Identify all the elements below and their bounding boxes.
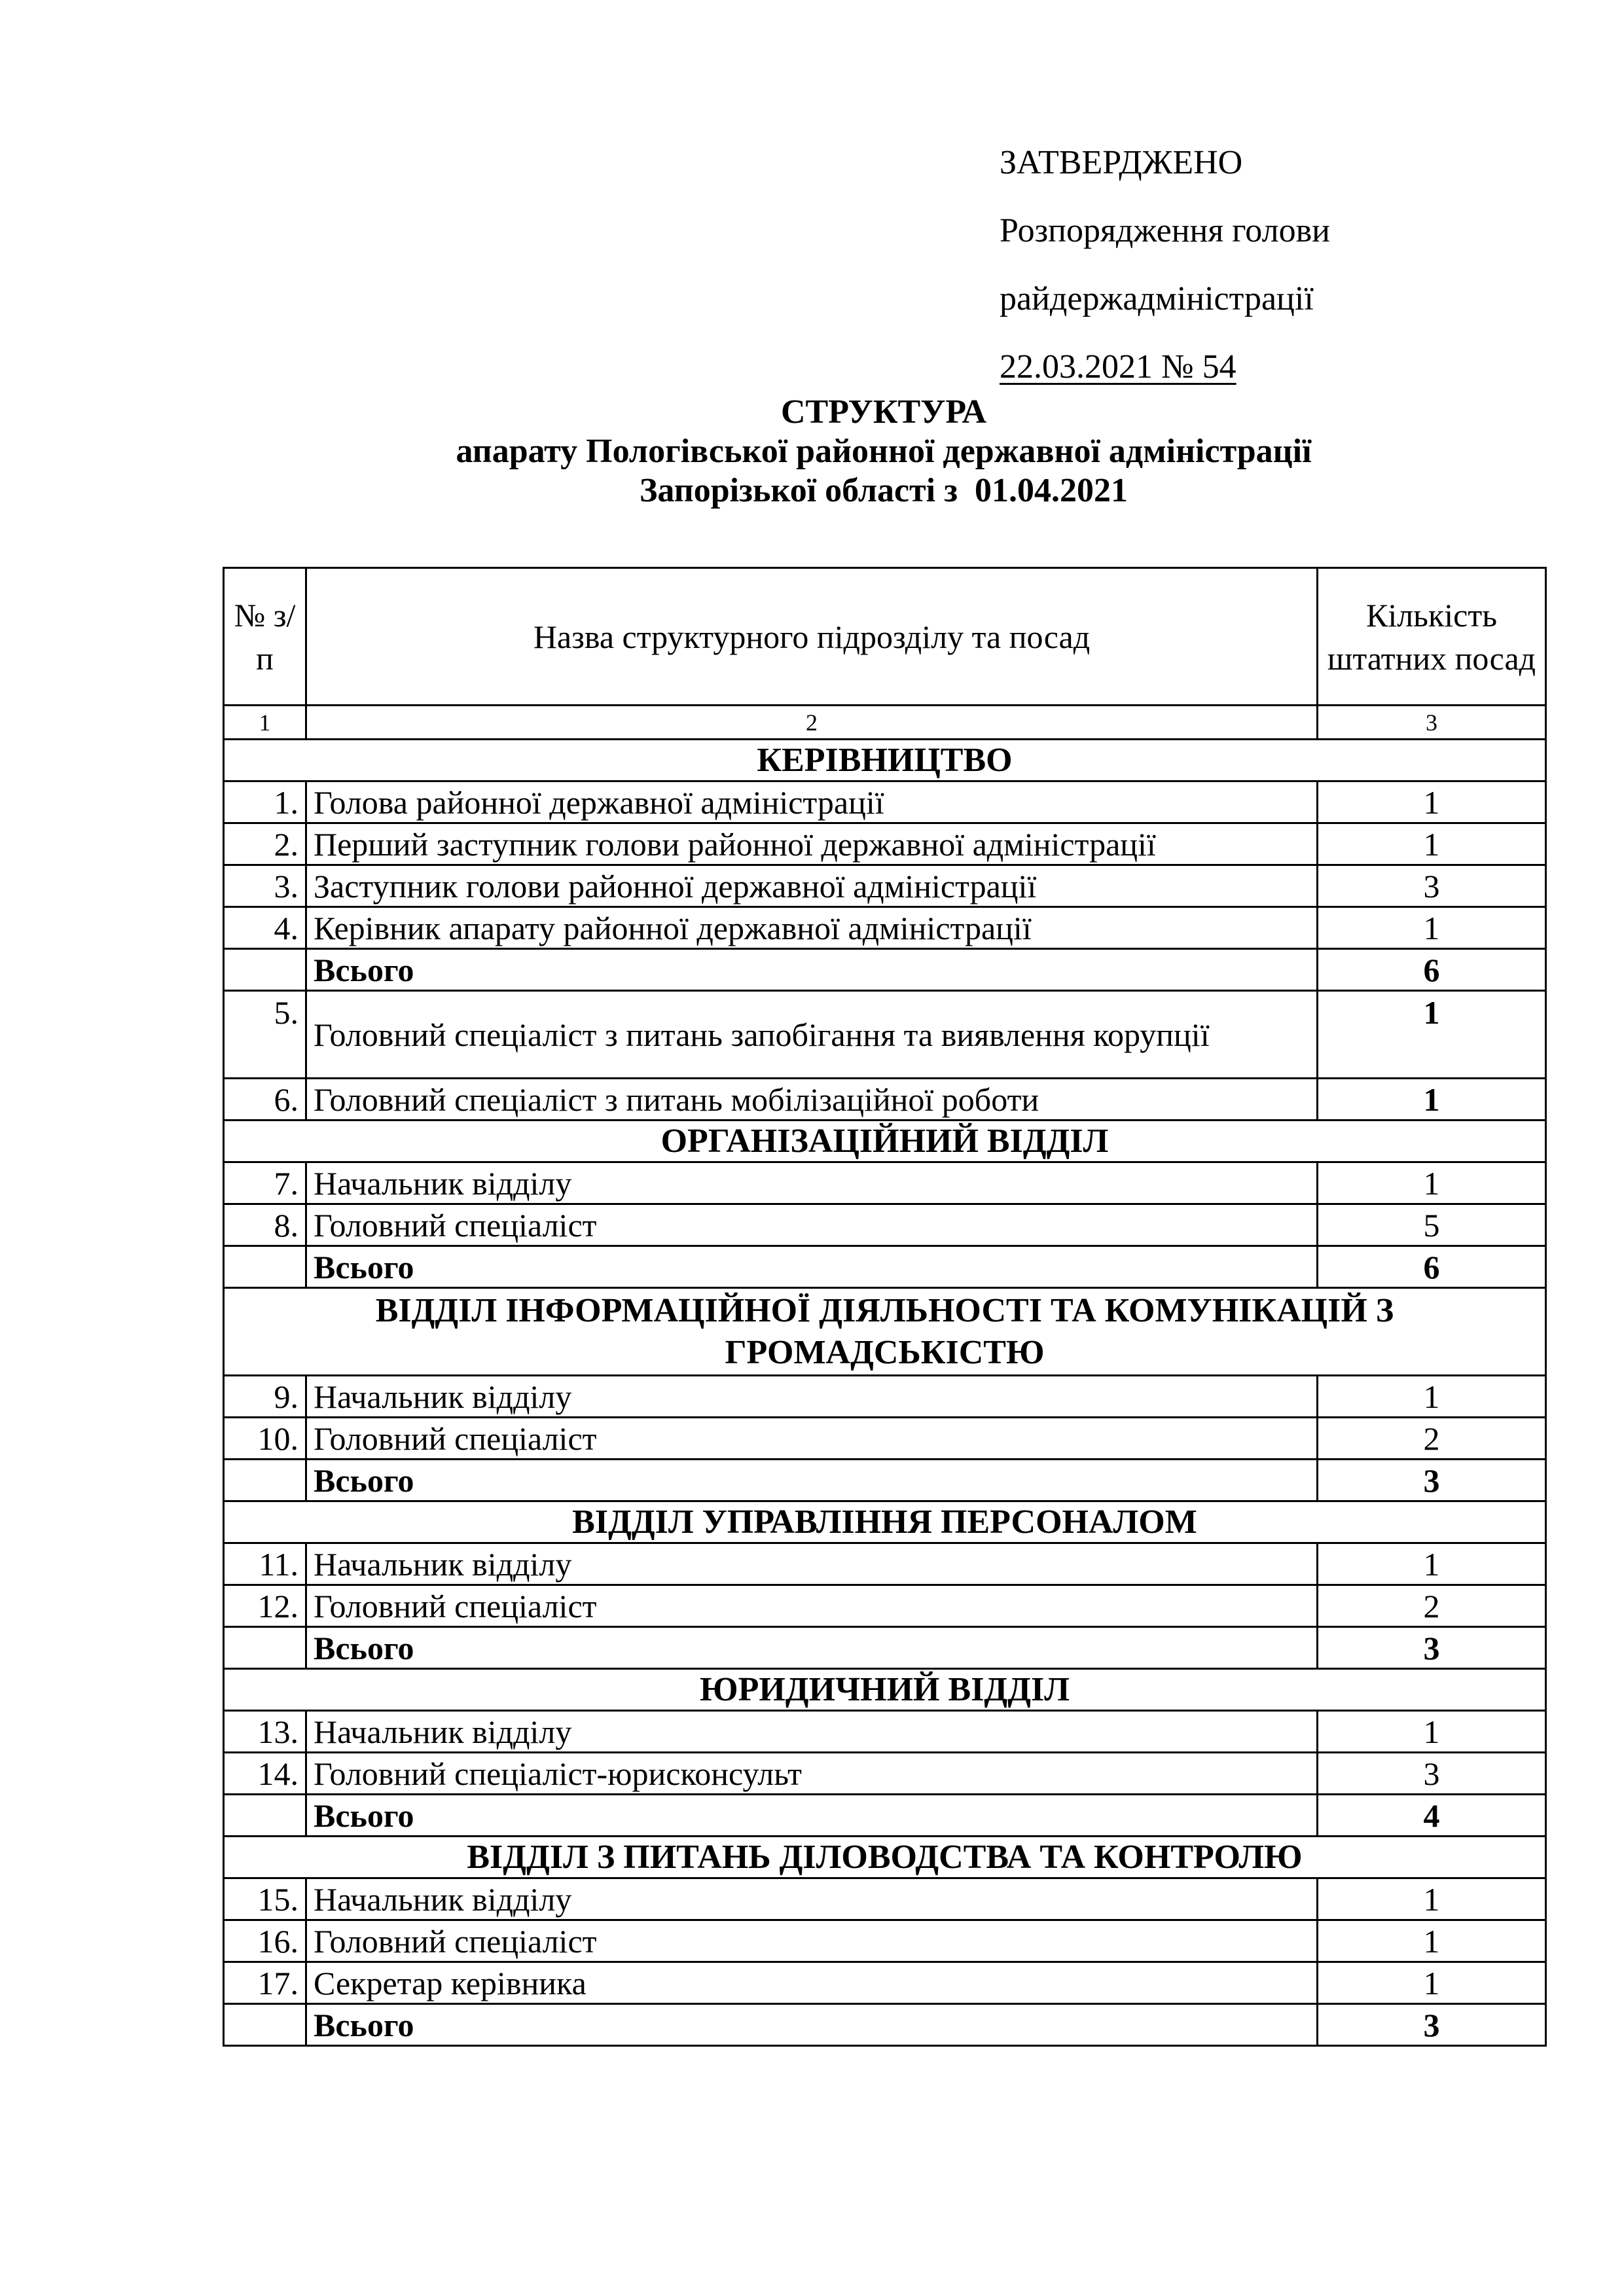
row-count: 1 xyxy=(1318,1376,1546,1418)
approval-line-1: Розпорядження голови xyxy=(1000,212,1330,249)
section-header-row xyxy=(224,1501,1546,1543)
header-number: № з/п xyxy=(224,568,306,706)
total-row xyxy=(224,2004,1546,2046)
structure-table xyxy=(223,567,1547,2047)
heading-subtitle: апарату Пологівської районної державної адміністрації xyxy=(456,433,1312,470)
row-number: 5. xyxy=(224,991,306,1079)
total-label: Всього xyxy=(306,1627,1318,1669)
row-number: 16. xyxy=(224,1920,306,1962)
section-header-row xyxy=(224,1669,1546,1711)
column-index-row xyxy=(224,706,1546,740)
table-row xyxy=(224,991,1546,1079)
row-number: 13. xyxy=(224,1711,306,1753)
section-title: ВІДДІЛ ІНФОРМАЦІЙНОЇ ДІЯЛЬНОСТІ ТА КОМУНІКАЦІЙ З ГРОМАДСЬКІСТЮ xyxy=(224,1288,1546,1376)
row-number: 17. xyxy=(224,1962,306,2004)
row-count: 1 xyxy=(1318,991,1546,1079)
section-title: ЮРИДИЧНИЙ ВІДДІЛ xyxy=(224,1669,1546,1711)
row-number: 4. xyxy=(224,907,306,949)
row-position-name: Головний спеціаліст xyxy=(306,1204,1318,1246)
row-count: 1 xyxy=(1318,907,1546,949)
row-count: 3 xyxy=(1318,1753,1546,1795)
row-count: 1 xyxy=(1318,823,1546,865)
row-count: 1 xyxy=(1318,1920,1546,1962)
total-count: 6 xyxy=(1318,1246,1546,1288)
row-number: 10. xyxy=(224,1418,306,1460)
row-count: 1 xyxy=(1318,1711,1546,1753)
row-number: 7. xyxy=(224,1162,306,1204)
total-row xyxy=(224,949,1546,991)
table-row xyxy=(224,1920,1546,1962)
row-count: 1 xyxy=(1318,1162,1546,1204)
table-row xyxy=(224,1543,1546,1585)
row-count: 2 xyxy=(1318,1418,1546,1460)
row-number: 1. xyxy=(224,781,306,823)
row-position-name: Головний спеціаліст з питань запобігання та виявлення корупції xyxy=(306,991,1318,1079)
section-header-row xyxy=(224,1288,1546,1376)
column-index-1: 1 xyxy=(224,706,306,740)
approval-date-number: 22.03.2021 № 54 xyxy=(1000,348,1236,386)
row-position-name: Головний спеціаліст з питань мобілізаційної роботи xyxy=(306,1079,1318,1121)
header-count: Кількість штатних посад xyxy=(1318,568,1546,706)
row-position-name: Голова районної державної адміністрації xyxy=(306,781,1318,823)
table-row xyxy=(224,1962,1546,2004)
row-count: 1 xyxy=(1318,1878,1546,1920)
row-count: 3 xyxy=(1318,865,1546,907)
row-position-name: Керівник апарату районної державної адміністрації xyxy=(306,907,1318,949)
row-number: 6. xyxy=(224,1079,306,1121)
row-number: 11. xyxy=(224,1543,306,1585)
row-position-name: Начальник відділу xyxy=(306,1543,1318,1585)
header-name: Назва структурного підрозділу та посад xyxy=(306,568,1318,706)
row-number: 12. xyxy=(224,1585,306,1627)
total-row xyxy=(224,1460,1546,1501)
section-title: ОРГАНІЗАЦІЙНИЙ ВІДДІЛ xyxy=(224,1121,1546,1162)
row-count: 1 xyxy=(1318,1962,1546,2004)
row-position-name: Перший заступник голови районної державної адміністрації xyxy=(306,823,1318,865)
row-number: 14. xyxy=(224,1753,306,1795)
total-row xyxy=(224,1246,1546,1288)
total-count: 3 xyxy=(1318,1627,1546,1669)
table-row xyxy=(224,1204,1546,1246)
row-count: 2 xyxy=(1318,1585,1546,1627)
row-number: 15. xyxy=(224,1878,306,1920)
row-position-name: Головний спеціаліст xyxy=(306,1418,1318,1460)
column-index-3: 3 xyxy=(1318,706,1546,740)
section-header-row xyxy=(224,1121,1546,1162)
table-row xyxy=(224,1418,1546,1460)
row-position-name: Начальник відділу xyxy=(306,1711,1318,1753)
row-position-name: Начальник відділу xyxy=(306,1162,1318,1204)
table-row xyxy=(224,1711,1546,1753)
total-count: 4 xyxy=(1318,1795,1546,1837)
section-title: ВІДДІЛ УПРАВЛІННЯ ПЕРСОНАЛОМ xyxy=(224,1501,1546,1543)
table-row xyxy=(224,1585,1546,1627)
approval-status: ЗАТВЕРДЖЕНО xyxy=(1000,144,1243,181)
total-number-cell xyxy=(224,1795,306,1837)
total-label: Всього xyxy=(306,949,1318,991)
row-position-name: Секретар керівника xyxy=(306,1962,1318,2004)
total-label: Всього xyxy=(306,1795,1318,1837)
row-count: 5 xyxy=(1318,1204,1546,1246)
section-title: КЕРІВНИЦТВО xyxy=(224,740,1546,781)
total-number-cell xyxy=(224,1460,306,1501)
total-number-cell xyxy=(224,949,306,991)
row-number: 2. xyxy=(224,823,306,865)
table-row xyxy=(224,781,1546,823)
total-count: 3 xyxy=(1318,1460,1546,1501)
table-row xyxy=(224,1079,1546,1121)
table-row xyxy=(224,823,1546,865)
total-count: 6 xyxy=(1318,949,1546,991)
table-row xyxy=(224,1162,1546,1204)
total-number-cell xyxy=(224,1627,306,1669)
table-row xyxy=(224,1376,1546,1418)
table-row xyxy=(224,1878,1546,1920)
structure-table-body xyxy=(224,568,1546,2046)
document-heading xyxy=(223,393,1545,511)
total-row xyxy=(224,1795,1546,1837)
section-title: ВІДДІЛ З ПИТАНЬ ДІЛОВОДСТВА ТА КОНТРОЛЮ xyxy=(224,1837,1546,1878)
table-header-row xyxy=(224,568,1546,706)
row-count: 1 xyxy=(1318,1543,1546,1585)
table-row xyxy=(224,865,1546,907)
total-label: Всього xyxy=(306,1460,1318,1501)
total-label: Всього xyxy=(306,2004,1318,2046)
total-label: Всього xyxy=(306,1246,1318,1288)
heading-title: СТРУКТУРА xyxy=(780,393,987,431)
row-count: 1 xyxy=(1318,1079,1546,1121)
heading-region-date: Запорізької області з 01.04.2021 xyxy=(639,472,1128,509)
row-number: 3. xyxy=(224,865,306,907)
row-position-name: Головний спеціаліст-юрисконсульт xyxy=(306,1753,1318,1795)
total-count: 3 xyxy=(1318,2004,1546,2046)
column-index-2: 2 xyxy=(306,706,1318,740)
total-number-cell xyxy=(224,1246,306,1288)
section-header-row xyxy=(224,740,1546,781)
row-position-name: Головний спеціаліст xyxy=(306,1920,1318,1962)
total-row xyxy=(224,1627,1546,1669)
row-position-name: Начальник відділу xyxy=(306,1376,1318,1418)
row-number: 8. xyxy=(224,1204,306,1246)
row-position-name: Заступник голови районної державної адміністрації xyxy=(306,865,1318,907)
approval-block xyxy=(1000,129,1330,401)
row-position-name: Начальник відділу xyxy=(306,1878,1318,1920)
approval-line-2: райдержадміністрації xyxy=(1000,280,1314,317)
section-header-row xyxy=(224,1837,1546,1878)
total-number-cell xyxy=(224,2004,306,2046)
row-count: 1 xyxy=(1318,781,1546,823)
row-number: 9. xyxy=(224,1376,306,1418)
table-row xyxy=(224,907,1546,949)
row-position-name: Головний спеціаліст xyxy=(306,1585,1318,1627)
table-row xyxy=(224,1753,1546,1795)
